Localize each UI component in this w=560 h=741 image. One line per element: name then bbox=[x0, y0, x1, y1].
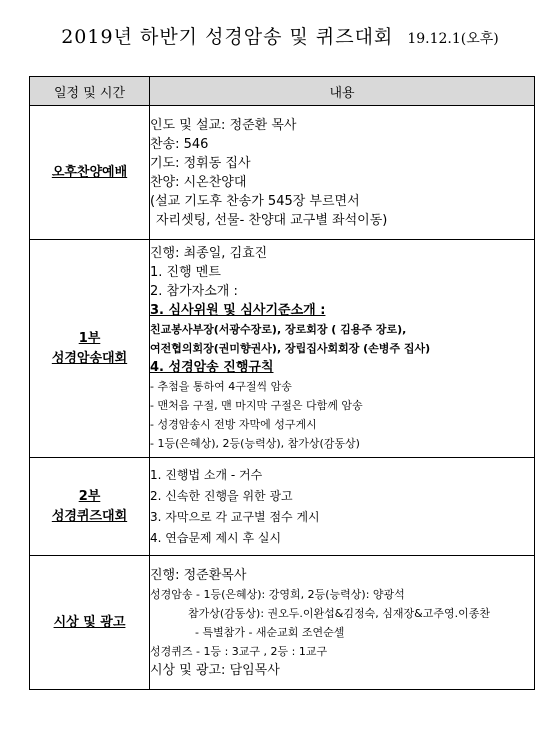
content-line: 참가상(감동상): 권오두.이완섭&김정숙, 심재장&고주영.이종찬 bbox=[188, 606, 490, 620]
row-label bbox=[30, 458, 150, 556]
content-line: 찬양: 시온찬양대 bbox=[150, 174, 247, 190]
table-row bbox=[30, 240, 535, 458]
content-line: 진행: 최종일, 김효진 bbox=[150, 246, 268, 261]
content-line: 2. 참가자소개 : bbox=[150, 284, 238, 299]
row-label-text: 1부 bbox=[78, 330, 101, 346]
content-line: - 1등(은혜상), 2등(능력상), 참가상(감동상) bbox=[150, 437, 360, 450]
content-line: 성경암송 - 1등(은혜상): 강영희, 2등(능력상): 양광석 bbox=[150, 587, 405, 601]
content-line: 찬송: 546 bbox=[150, 136, 209, 152]
content-line: 3. 심사위원 및 심사기준소개 : bbox=[150, 303, 326, 318]
content-line: 진행: 정준환목사 bbox=[150, 567, 247, 583]
content-line: 2. 신속한 진행을 위한 광고 bbox=[150, 488, 293, 503]
content-line: 기도: 정휘동 집사 bbox=[150, 155, 251, 171]
row-label-text: 오후찬양예배 bbox=[51, 164, 128, 180]
row-label bbox=[30, 556, 150, 690]
content-line: - 특별참가 - 새순교회 조연순셀 bbox=[195, 625, 345, 639]
row-label bbox=[30, 240, 150, 458]
table-row bbox=[30, 106, 535, 240]
content-line: 1. 진행 멘트 bbox=[150, 265, 221, 280]
event-date: 19.12.1(오후) bbox=[407, 31, 499, 47]
content-line: 3. 자막으로 각 교구별 점수 게시 bbox=[150, 509, 320, 524]
content-line: (설교 기도후 찬송가 545장 부르면서 bbox=[150, 193, 360, 209]
content-line: 시상 및 광고: 담임목사 bbox=[150, 662, 280, 678]
header-content: 내용 bbox=[150, 77, 535, 106]
content-line: 자리셋팅, 선물- 찬양대 교구별 좌석이동) bbox=[156, 212, 388, 228]
row-label bbox=[30, 106, 150, 240]
content-line: 성경퀴즈 - 1등 : 3교구 , 2등 : 1교구 bbox=[150, 644, 328, 658]
table-row bbox=[30, 458, 535, 556]
content-line: 여전협의회장(권미향권사), 장립집사회회장 (손병주 집사) bbox=[150, 342, 431, 355]
row-content bbox=[150, 458, 535, 556]
row-label-text: 시상 및 광고 bbox=[53, 614, 126, 630]
title-text: 2019년 하반기 성경암송 및 퀴즈대회 bbox=[61, 26, 394, 48]
content-line: 친교봉사부장(서광수장로), 장로회장 ( 김용주 장로), bbox=[150, 323, 407, 336]
table-header-row bbox=[30, 77, 535, 106]
schedule-table bbox=[29, 76, 535, 690]
page-title bbox=[0, 22, 560, 49]
content-line: 4. 성경암송 진행규칙 bbox=[150, 360, 274, 375]
row-content bbox=[150, 556, 535, 690]
header-schedule-time: 일정 및 시간 bbox=[30, 77, 150, 106]
content-line: - 추첨을 통하여 4구절씩 암송 bbox=[150, 380, 292, 393]
row-content bbox=[150, 106, 535, 240]
content-line: - 성경암송시 전방 자막에 성구게시 bbox=[150, 418, 317, 431]
content-line: 4. 연습문제 제시 후 실시 bbox=[150, 530, 282, 545]
table-row bbox=[30, 556, 535, 690]
content-line: - 맨처음 구절, 맨 마지막 구절은 다함께 암송 bbox=[150, 399, 363, 412]
row-label-text: 성경퀴즈대회 bbox=[51, 508, 128, 524]
row-label-text: 성경암송대회 bbox=[51, 350, 128, 366]
row-label-text: 2부 bbox=[78, 488, 101, 504]
content-line: 인도 및 설교: 정준환 목사 bbox=[150, 117, 297, 133]
content-line: 1. 진행법 소개 - 거수 bbox=[150, 467, 263, 482]
row-content bbox=[150, 240, 535, 458]
